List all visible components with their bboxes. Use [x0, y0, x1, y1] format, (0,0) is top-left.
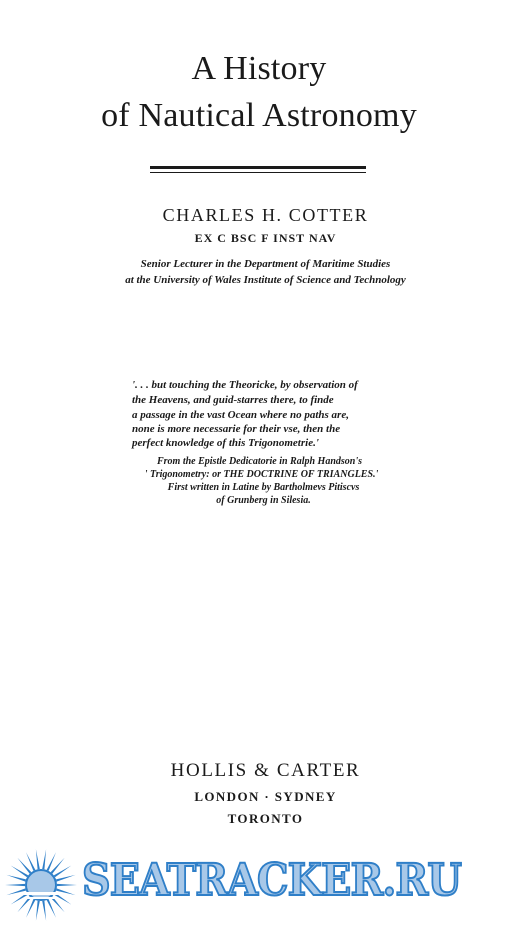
epigraph-source-line: From the Epistle Dedicatorie in Ralph Handson's	[156, 456, 363, 467]
watermark-text: SEATRACKER.RU	[82, 855, 462, 906]
sun-ray	[36, 901, 40, 921]
title-line-1: A History	[191, 50, 327, 87]
epigraph-source-line: ' Trigonometry: or THE DOCTRINE OF TRIANGLES.'	[144, 469, 379, 480]
epigraph-line: none is more necessarie for their vse, then the	[132, 423, 341, 435]
sun-ray	[7, 875, 27, 882]
title-line-2: of Nautical Astronomy	[101, 97, 417, 134]
publisher-cities: LONDON · SYDNEY	[194, 789, 337, 804]
author-degrees: EX C BSC F INST NAV	[194, 231, 337, 245]
epigraph-line: the Heavens, and guid-starres there, to finde	[132, 394, 334, 406]
sun-ray	[42, 849, 46, 869]
sun-ray	[57, 884, 77, 886]
rule-thick	[150, 166, 366, 169]
sun-ray	[5, 884, 25, 886]
author-name: CHARLES H. COTTER	[162, 205, 369, 225]
publisher-city-toronto: TORONTO	[227, 811, 304, 826]
epigraph-source-line: of Grunberg in Silesia.	[216, 495, 311, 506]
author-affiliation-line-1: Senior Lecturer in the Department of Maritime Studies	[140, 258, 391, 270]
sun-ray	[7, 888, 27, 895]
author-affiliation-line-2: at the University of Wales Institute of Science and Technology	[125, 274, 406, 286]
sun-ray	[36, 849, 40, 869]
sun-ray	[56, 888, 76, 895]
sun-ray	[56, 875, 76, 882]
epigraph-source-line: First written in Latine by Bartholmevs Pitiscvs	[167, 482, 360, 493]
title-rule	[150, 166, 366, 175]
epigraph-line: perfect knowledge of this Trigonometrie.'	[132, 437, 319, 449]
watermark	[0, 846, 531, 926]
publisher-name: HOLLIS & CARTER	[170, 760, 361, 781]
sun-ray	[42, 901, 46, 921]
sun-burst-icon	[2, 848, 80, 922]
epigraph-line: a passage in the vast Ocean where no paths are,	[132, 409, 349, 421]
rule-thin	[150, 172, 366, 173]
epigraph-line: '. . . but touching the Theoricke, by observation of	[132, 379, 358, 391]
